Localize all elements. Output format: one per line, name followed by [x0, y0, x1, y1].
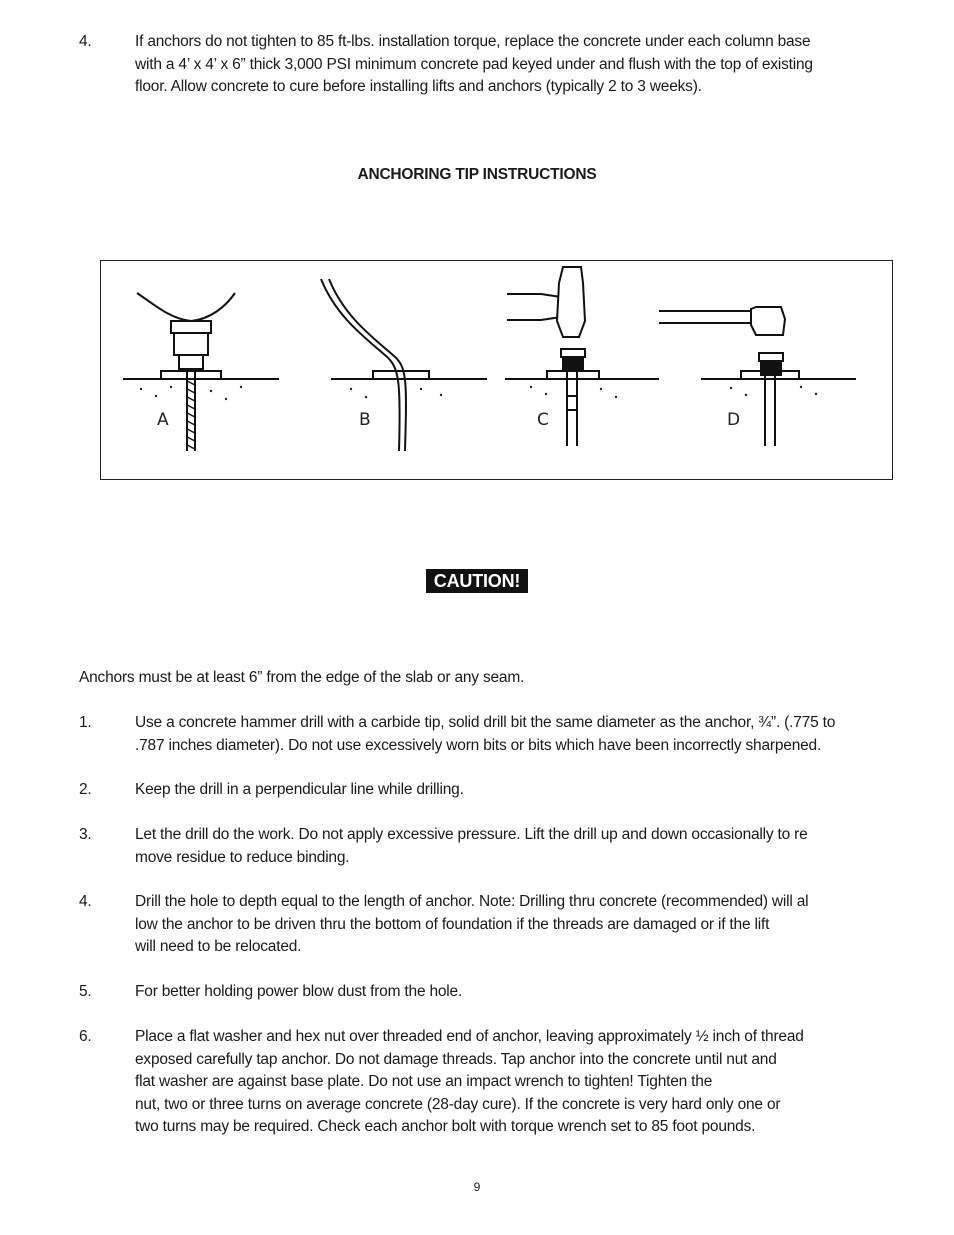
step-text: Let the drill do the work. Do not apply excessive pressure. Lift the drill up and down occasionally to re move residue to reduce binding. [135, 826, 808, 866]
section-heading: ANCHORING TIP INSTRUCTIONS [357, 166, 597, 183]
anchoring-illustration [101, 261, 894, 481]
step-text: Place a flat washer and hex nut over threaded end of anchor, leaving approximately ½ inch of thread exposed carefully tap anchor. Do not damage threads. Tap anchor into the concrete until nut and flat washer are against base plate. Do not use an impact wrench to tighten! Tighten the nut, two or three turns on average concrete (28-day cure). If the concrete is very hard only one or two turns may be required. Check each anchor bolt with torque wrench set to 85 foot pounds. [135, 1028, 804, 1135]
step-number: 4. [79, 893, 92, 910]
step-text: For better holding power blow dust from the hole. [135, 983, 463, 1000]
step-number: 3. [79, 826, 92, 843]
panel-a-drill [123, 293, 279, 451]
step-text: Drill the hole to depth equal to the length of anchor. Note: Drilling thru concrete (recommended) will al low the anchor to be driven thru the bottom of foundation if the threads are damaged or if the lift will need to be relocated. [135, 893, 809, 955]
intro-text: Anchors must be at least 6” from the edge of the slab or any seam. [79, 669, 525, 686]
list-number: 4. [79, 33, 92, 50]
step-number: 6. [79, 1028, 92, 1045]
step-number: 5. [79, 983, 92, 1000]
step-number: 1. [79, 714, 92, 731]
concrete-speckles [140, 386, 817, 400]
step-text: Use a concrete hammer drill with a carbide tip, solid drill bit the same diameter as the anchor, ¾”. (.775 to .787 inches diameter). Do not use excessively worn bits or bits which have been incorrectly sharpened. [135, 714, 836, 754]
page-number: 9 [473, 1180, 481, 1194]
figure-label-d: D [727, 410, 741, 430]
figure-label-a: A [157, 410, 169, 430]
step-text: Keep the drill in a perpendicular line while drilling. [135, 781, 464, 798]
figure-label-b: B [359, 410, 371, 430]
step-number: 2. [79, 781, 92, 798]
caution-banner [0, 569, 954, 593]
list-text: If anchors do not tighten to 85 ft-lbs. installation torque, replace the concrete under each column base with a 4’ x 4’ x 6” thick 3,000 PSI minimum concrete pad keyed under and flush with the top of existing floor. Allow concrete to cure before installing lifts and anchors (typically 2 to 3 weeks). [135, 33, 813, 95]
panel-b-tube [321, 279, 487, 451]
caution-label: CAUTION! [426, 569, 528, 593]
anchoring-figure [100, 260, 893, 480]
panel-d-wrench [659, 307, 856, 446]
figure-label-c: C [537, 410, 549, 430]
panel-c-hammer [505, 267, 659, 446]
